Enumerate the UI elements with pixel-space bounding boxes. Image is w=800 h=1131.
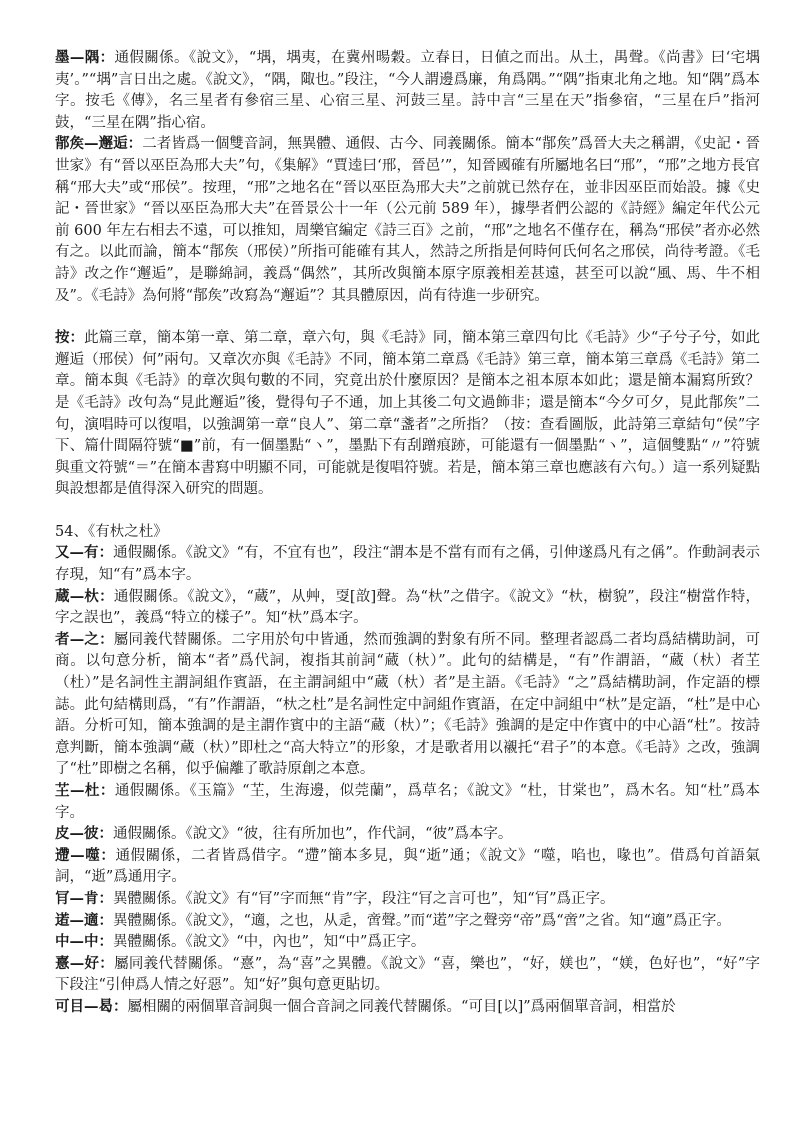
entry-6 bbox=[55, 781, 760, 824]
entry-text: 異體關係。《說文》有“肎”字而無“肯”字，段注“肎之言可也”，知“肎”爲正字。 bbox=[113, 890, 615, 907]
entry-term: 憙—好： bbox=[55, 955, 115, 972]
note-paragraph bbox=[55, 328, 760, 501]
entry-text: 異體關係。《說文》“中，內也”，知“中”爲正字。 bbox=[113, 934, 426, 951]
entry-term: 墨—隅： bbox=[55, 50, 115, 66]
entry-11 bbox=[55, 932, 760, 954]
entry-10 bbox=[55, 911, 760, 933]
entry-term: 芏—杜： bbox=[55, 783, 115, 799]
paragraph-gap bbox=[55, 307, 760, 328]
entry-text: 屬同義代替關係。二字用於句中皆通，然而強調的對象有所不同。整理者認爲二者均爲結構助詞，可商。以句意分析，簡本“者”爲代詞，複指其前詞“蔵（杕）”。此句的結構是，“有”作謂語，“蔵（杕）者芏（杜）”是名詞性主謂詞組作賓語，在主謂詞組中“蔵（杕）者”是主語。《毛詩》“之”爲結構助詞，作定語的標誌。此句結構則爲，“有”作謂語，“杕之杜”是名詞性定中詞組作賓語，在定中詞組中“杕”是定語，“杜”是中心語。分析可知，簡本強調的是主謂作賓中的主語“蔵（杕）”；《毛詩》強調的是定中作賓中的中心語“杜”。按詩意判斷，簡本強調“蔵（杕）”即杜之“高大特立”的形象，才是歌者用以襯托“君子”的本意。《毛詩》之改，強調了“杜”即樹之名稱，似乎偏離了歌詩原創之本意。 bbox=[55, 631, 761, 778]
entry-term: 鄁矦—邂逅： bbox=[55, 136, 143, 153]
entry-2 bbox=[55, 134, 760, 307]
entry-text: 屬相關的兩個單音詞與一個合音詞之同義代替關係。“可目[以]”爲兩個單音詞，相當於 bbox=[127, 998, 676, 1015]
entry-term: 中—中： bbox=[55, 934, 113, 951]
entry-text: 通假關係。《說文》“有，不宜有也”，段注“謂本是不當有而有之偁，引伸遂爲凡有之偁”。作動詞表示存現，知“有”爲本字。 bbox=[55, 545, 760, 584]
entry-text: 異體關係。《說文》，“適，之也，从辵，啻聲。”而“逽”字之聲旁“帝”爲“啻”之省。知“適”爲正字。 bbox=[113, 912, 731, 929]
entry-term: 皮—彼： bbox=[55, 826, 113, 843]
note-term: 按： bbox=[55, 330, 85, 347]
note-text: 此篇三章，簡本第一章、第二章，章六句，與《毛詩》同，簡本第三章四句比《毛詩》少“子兮子兮，如此邂逅（邢侯）何”兩句。又章次亦與《毛詩》不同，簡本第二章爲《毛詩》第三章，簡本第三章爲《毛詩》第二章。簡本與《毛詩》的章次與句數的不同，究竟出於什麼原因？是簡本之祖本原本如此；還是簡本漏寫所致？是《毛詩》改句為“見此邂逅”後，覺得句子不通，加上其後二句文過飾非；還是簡本“今夕可夕，見此鄁矦”二句，演唱時可以復唱，以強調第一章“良人”、第二章“盞者”之所指？（按：查看圖版，此詩第三章結句“侯”字下、篇什間隔符號“■”前，有一個墨點“ヽ”，墨點下有刮蹭痕跡，可能還有一個墨點“ヽ”，這個雙點“〃”符號與重文符號“＝”在簡本書寫中明顯不同，可能就是復唱符號。若是，簡本第三章也應該有六句。）這一系列疑點與設想都是值得深入研究的問題。 bbox=[55, 330, 760, 498]
entry-1 bbox=[55, 48, 760, 134]
entry-term: 遰—噬： bbox=[55, 847, 116, 864]
entry-text: 二者皆爲一個雙音詞，無異體、通假、古今、同義關係。簡本“鄁矦”爲晉大夫之稱謂，《史記・晉世家》有“晉以巫臣為邢大夫”句，《集解》“賈逵曰‘邢，晉邑’”，知晉國確有所屬地名曰“邢”，“邢”之地方長官稱“邢大夫”或“邢侯”。按理，“邢”之地名在“晉以巫臣為邢大夫”之前就已然存在，並非因巫臣而始設。據《史記・晉世家》“晉以巫臣為邢大夫”在晉景公十一年（公元前 589 年），據學者們公認的《詩經》編定年代公元前 600 年左右相去不遠，可以推知，周樂官編定《詩三百》之前，“邢”之地名不僅存在，稱為“邢侯”者亦必然有之。以此而論，簡本“鄁矦（邢侯）”所指可能確有其人，然詩之所指是何時何氏何名之邢侯，尚待考證。《毛詩》改之作“邂逅”，是聯綿詞，義爲“偶然”，其所改與簡本原字原義相差甚遠，甚至可以說“風、馬、牛不相及”。《毛詩》為何將“鄁矦”改寫為“邂逅”？其具體原因，尚有待進一步研究。 bbox=[55, 136, 761, 304]
section-title: 54、《有杕之杜》 bbox=[55, 523, 168, 540]
entry-text: 通假關係。《說文》，“堣，堣夷，在冀州暘穀。立春日，日値之而出。从土，禺聲。《尚書》曰‘宅堣夷’。”“堣”言日出之處。《說文》，“隅，陬也。”段注，“今人謂邊爲廉，角爲隅。”“隅”指東北角之地。知“隅”爲本字。按毛《傳》，名三星者有參宿三星、心宿三星、河鼓三星。詩中言“三星在天”指參宿，“三星在戶”指河鼓，“三星在隅”指心宿。 bbox=[55, 50, 760, 131]
entry-term: 逽—適： bbox=[55, 912, 113, 929]
entry-text: 通假關係。《說文》，“蔵”，从艸，㪅[敨]聲。為“杕”之借字。《說文》“杕，樹貌”，段注“樹當作特，字之誤也”，義爲“特立的樣子”。知“杕”爲本字。 bbox=[55, 588, 761, 627]
entry-7 bbox=[55, 824, 760, 846]
entry-text: 通假關係。《玉篇》“芏，生海邊，似莞蘭”，爲草名；《說文》“杜，甘棠也”，爲木名。知“杜”爲本字。 bbox=[55, 783, 761, 821]
entry-text: 通假關係。《說文》“彼，往有所加也”，作代詞，“彼”爲本字。 bbox=[113, 826, 513, 843]
entry-term: 肎—肯： bbox=[55, 890, 113, 907]
entry-13 bbox=[55, 997, 760, 1019]
entry-term: 又—有： bbox=[55, 545, 114, 562]
entry-8 bbox=[55, 846, 760, 889]
entry-term: 蔵—杕： bbox=[55, 588, 114, 605]
paragraph-gap bbox=[55, 501, 760, 522]
entry-5 bbox=[55, 630, 760, 781]
entry-3 bbox=[55, 543, 760, 586]
entry-text: 通假關係，二者皆爲借字。“遰”簡本多見，與“逝”通；《說文》“噬，啗也，喙也”。借爲句首語氣詞，“逝”爲通用字。 bbox=[55, 847, 760, 886]
entry-text: 屬同義代替關係。“憙”，為“喜”之異體。《說文》“喜，樂也”，“好，媄也”，“媄，色好也”，“好”字下段注“引伸爲人情之好惡”。知“好”與句意更貼切。 bbox=[55, 955, 761, 994]
entry-term: 者—之： bbox=[55, 631, 114, 648]
entry-12 bbox=[55, 954, 760, 997]
entry-4 bbox=[55, 587, 760, 630]
entry-9 bbox=[55, 889, 760, 911]
entry-term: 可目—曷： bbox=[55, 998, 128, 1015]
